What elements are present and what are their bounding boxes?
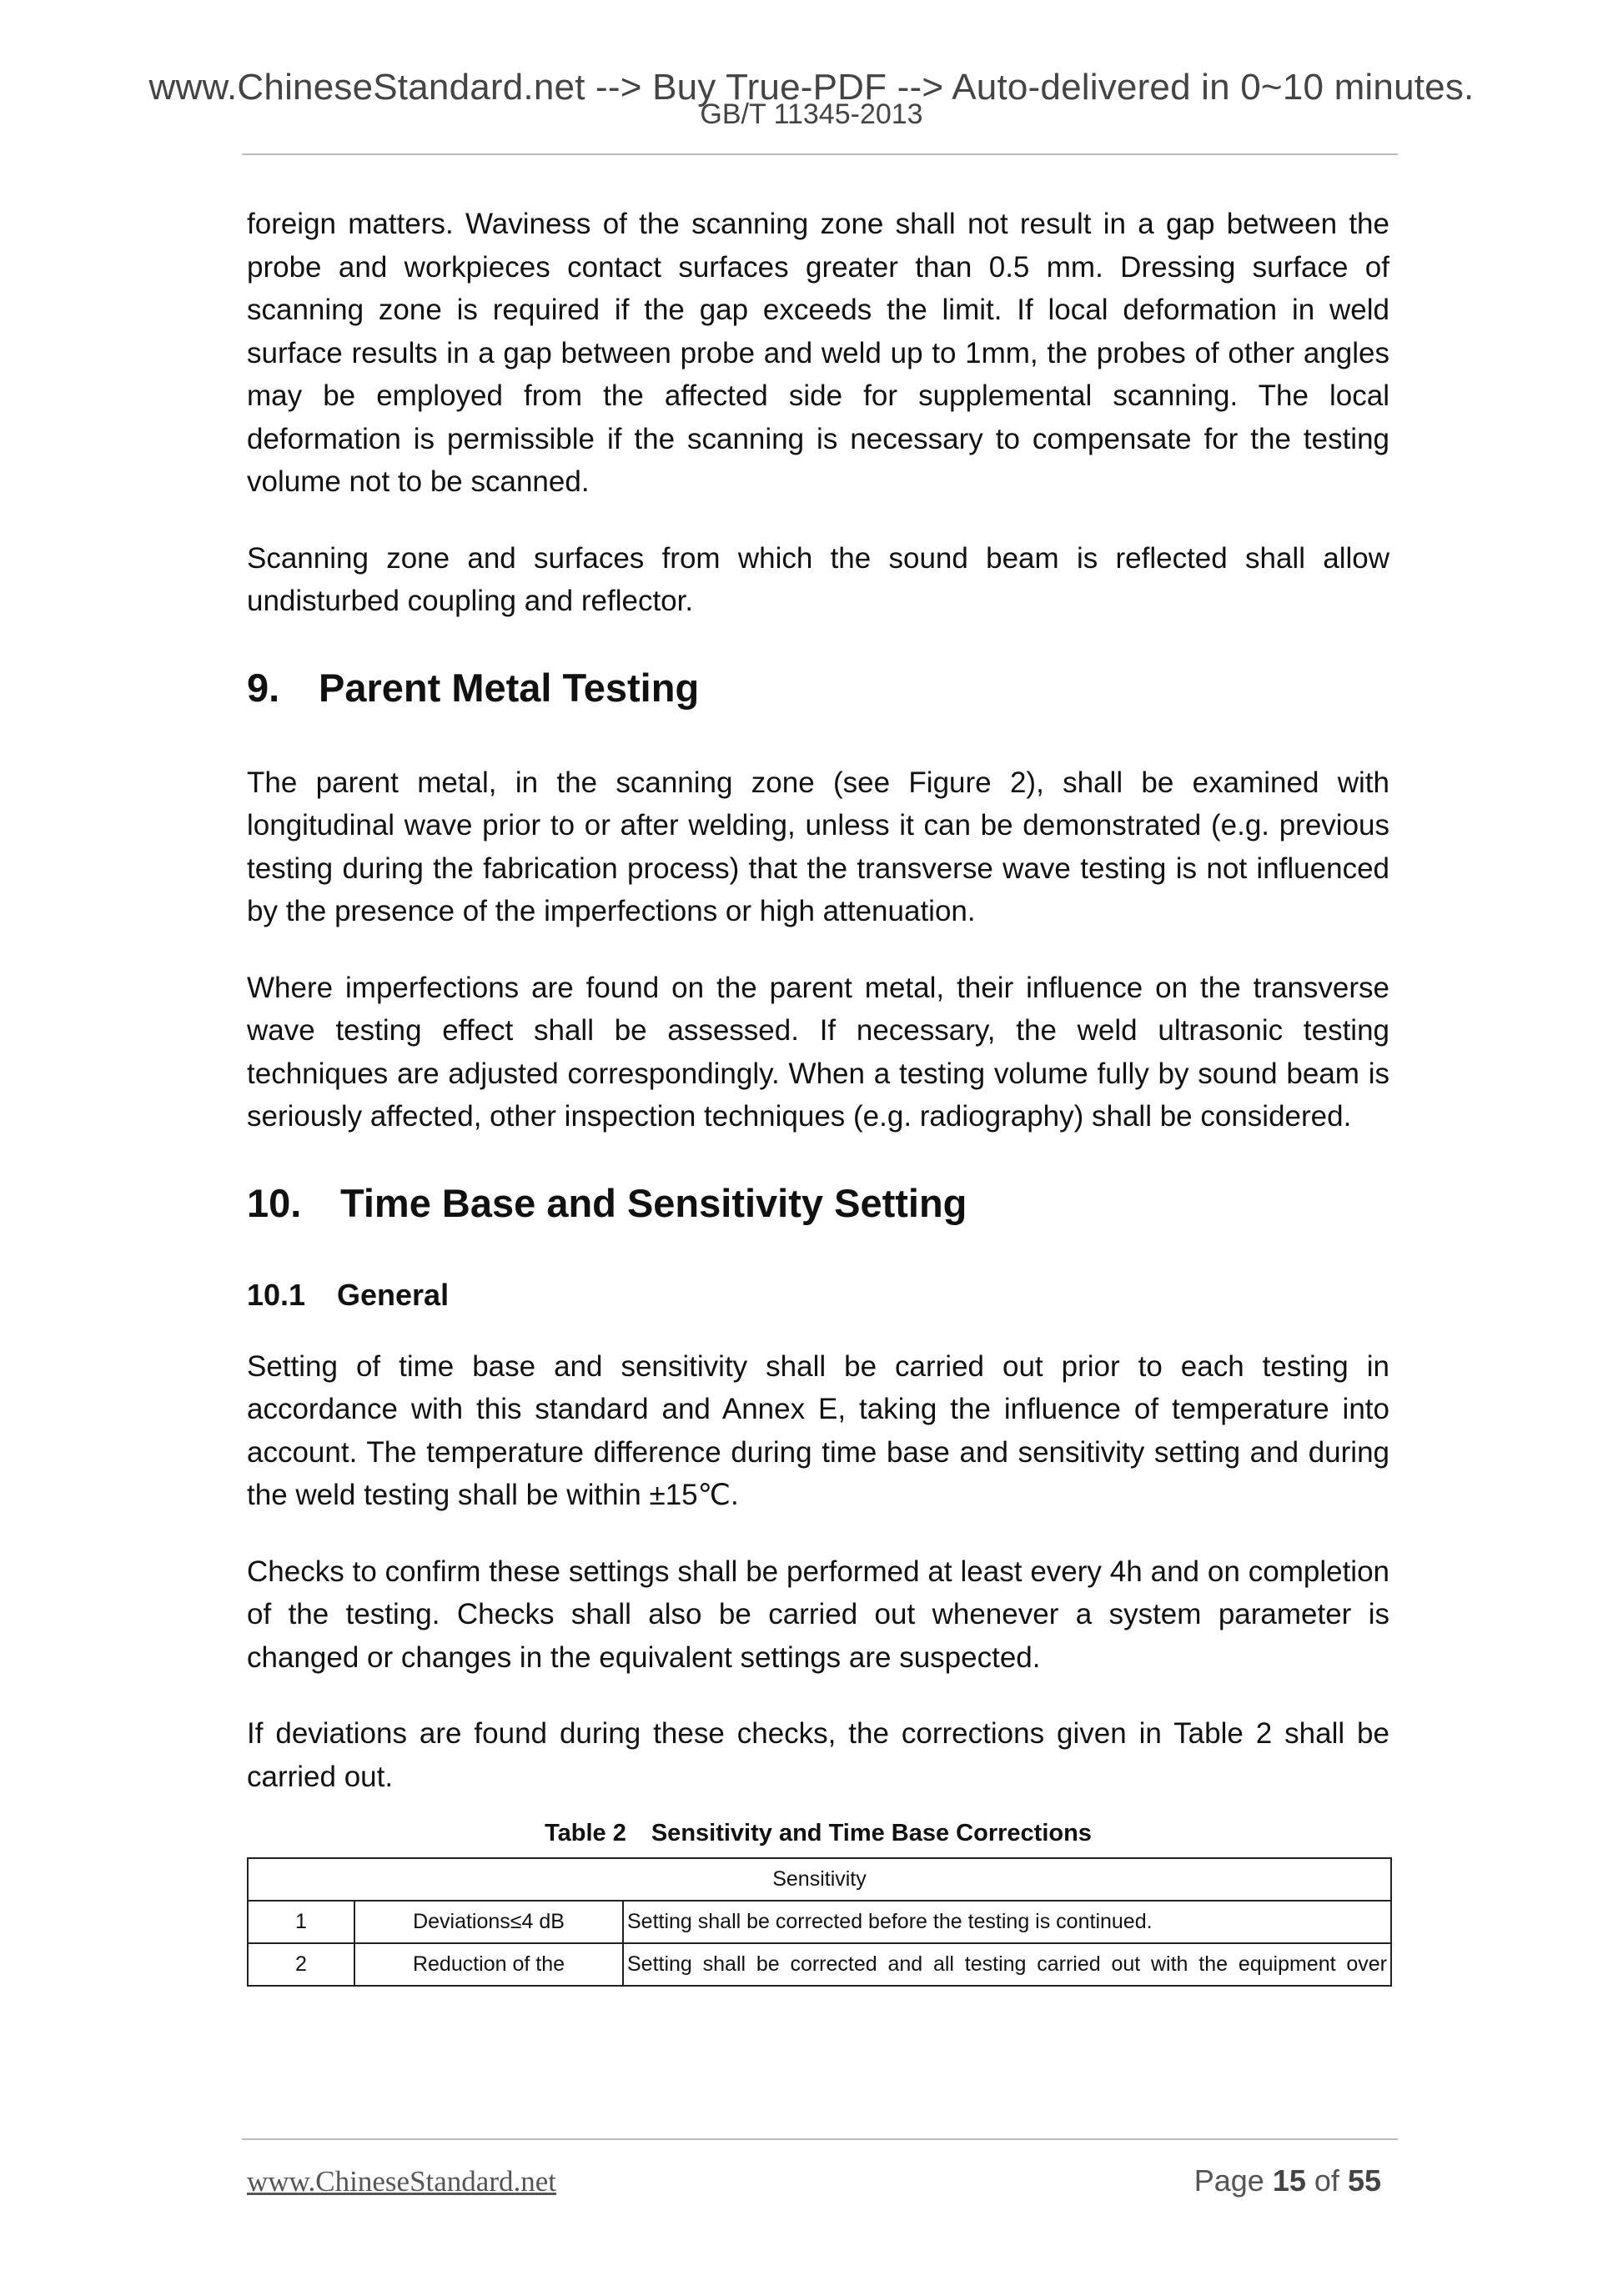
table-row [248,1901,1391,1943]
table-cell-number: 2 [248,1943,354,1986]
table-title: Sensitivity and Time Base Corrections [651,1820,1092,1846]
table-caption [247,1820,1389,1847]
section-title: Time Base and Sensitivity Setting [340,1180,967,1225]
paragraph: Scanning zone and surfaces from which the sound beam is reflected shall allow undisturbed coupling and reflector. [247,541,1389,617]
paragraph: The parent metal, in the scanning zone (see Figure 2), shall be examined with longitudinal wave prior to or after welding, unless it can be demonstrated (e.g. previous testing during the fabrication process) that the transverse wave testing is not influenced by the presence of the imperfections or high attenuation. [247,766,1389,927]
paragraph: If deviations are found during these checks, the corrections given in Table 2 shall be carried out. [247,1717,1389,1793]
subsection-heading-10-1 [247,1277,1389,1314]
standard-code: GB/T 11345-2013 [700,98,923,130]
table-cell-action: Setting shall be corrected and all testing carried out with the equipment over [623,1943,1391,1986]
paragraph: Where imperfections are found on the parent metal, their influence on the transverse wave testing effect shall be assessed. If necessary, the weld ultrasonic testing techniques are adjusted correspondingly. When a testing volume fully by sound beam is seriously affected, other inspection techniques (e.g. radiography) shall be considered. [247,971,1389,1133]
table-row [248,1943,1391,1986]
section-title: Parent Metal Testing [319,665,700,710]
corrections-table [247,1857,1392,1987]
paragraph: foreign matters. Waviness of the scanning zone shall not result in a gap between the probe and workpieces contact surfaces greater than 0.5 mm. Dressing surface of scanning zone is required if the gap exceeds the limit. If local deformation in weld surface results in a gap between probe and weld up to 1mm, the probes of other angles may be employed from the affected side for supplemental scanning. The local deformation is permissible if the scanning is necessary to compensate for the testing volume not to be scanned. [247,208,1389,498]
table-header-cell: Sensitivity [248,1858,1391,1901]
subsection-title: General [337,1277,450,1312]
section-heading-10 [247,1180,1389,1227]
page-word: Page [1193,2163,1264,2198]
table-cell-number: 1 [248,1901,354,1943]
page-of: of [1314,2163,1339,2198]
page-current: 15 [1272,2163,1306,2198]
page-content [247,203,1389,1987]
section-number: 9. [247,665,280,710]
paragraph: Setting of time base and sensitivity shall be carried out prior to each testing in accordance with this standard and Annex E, taking the influence of temperature into account. The temperature difference during time base and sensitivity setting and during the weld testing shall be within ±15℃. [247,1349,1389,1511]
footer-site-link[interactable]: www.ChineseStandard.net [247,2165,556,2198]
page-indicator [1194,2163,1381,2198]
table-header-row [248,1858,1391,1901]
footer-divider [242,2138,1398,2140]
section-number: 10. [247,1180,302,1225]
page-total: 55 [1347,2163,1381,2198]
table-cell-deviation: Deviations≤4 dB [354,1901,623,1943]
paragraph: Checks to confirm these settings shall be performed at least every 4h and on completion of the testing. Checks shall also be carried out whenever a system parameter is changed or changes in the equivalent settings are suspected. [247,1555,1389,1674]
subsection-number: 10.1 [247,1277,306,1312]
table-number: Table 2 [545,1820,626,1846]
header-divider [242,153,1398,155]
table-cell-deviation: Reduction of the [354,1943,623,1986]
section-heading-9 [247,665,1389,711]
banner-link[interactable]: www.ChineseStandard.net --> Buy True-PDF --> Auto-delivered in 0~10 minutes. [148,67,1475,108]
table-cell-action: Setting shall be corrected before the testing is continued. [623,1901,1391,1943]
